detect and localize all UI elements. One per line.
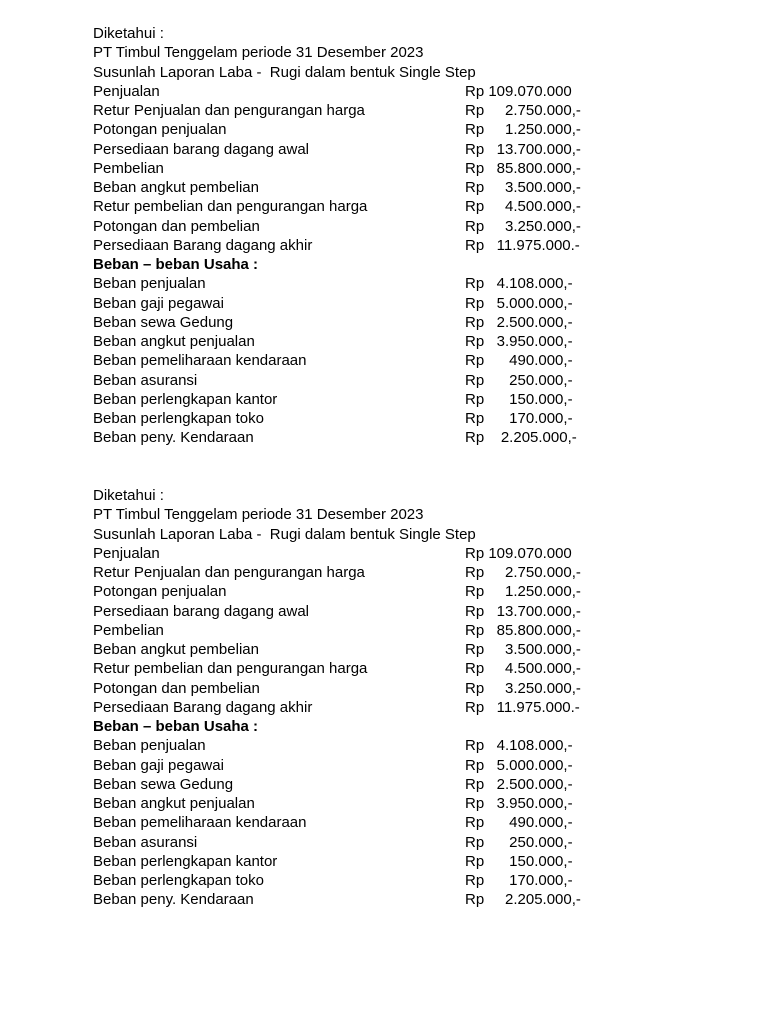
row-label: Beban peny. Kendaraan: [93, 429, 254, 447]
row-label: Beban penjualan: [93, 275, 206, 293]
row-amount: Rp 85.800.000,-: [465, 621, 581, 639]
statement-row: [93, 428, 613, 447]
row-label: Pembelian: [93, 621, 164, 639]
row-amount: Rp 4.108.000,-: [465, 737, 573, 755]
section-heading: [93, 717, 613, 736]
row-amount: Rp 1.250.000,-: [465, 583, 581, 601]
row-amount: Rp 1.250.000,-: [465, 121, 581, 139]
row-amount: Rp 2.500.000,-: [465, 775, 573, 793]
statement-row: [93, 120, 613, 139]
statement-row: [93, 871, 613, 890]
row-label: Beban penjualan: [93, 737, 206, 755]
row-label: Retur Penjualan dan pengurangan harga: [93, 102, 365, 119]
statement-row: [93, 236, 613, 255]
statement-row: [93, 82, 613, 101]
heading-line: [93, 505, 613, 524]
row-label: Beban gaji pegawai: [93, 756, 224, 774]
row-label: Susunlah Laporan Laba - Rugi dalam bentuk Single Step: [93, 63, 476, 81]
row-amount: Rp 490.000,-: [465, 814, 573, 832]
row-amount: Rp 85.800.000,-: [465, 159, 581, 177]
statement-row: [93, 602, 613, 621]
row-amount: Rp 3.250.000,-: [465, 679, 581, 697]
row-amount: Rp 2.205.000,-: [465, 891, 581, 909]
statement-row: [93, 563, 613, 582]
statement-row: [93, 698, 613, 717]
row-amount: Rp 11.975.000.-: [465, 236, 580, 254]
heading-line: [93, 525, 613, 544]
row-amount: Rp 2.750.000,-: [465, 102, 581, 119]
row-amount: Rp 150.000,-: [465, 852, 573, 870]
heading-line: [93, 43, 613, 62]
statement-row: [93, 640, 613, 659]
row-label: Beban peny. Kendaraan: [93, 891, 254, 909]
row-label: Persediaan barang dagang awal: [93, 140, 309, 158]
row-label: Persediaan Barang dagang akhir: [93, 698, 313, 716]
row-label: Beban perlengkapan toko: [93, 410, 264, 427]
row-amount: Rp 3.500.000,-: [465, 179, 581, 196]
statement-row: [93, 217, 613, 236]
statement-row: [93, 833, 613, 852]
row-label: PT Timbul Tenggelam periode 31 Desember 2023: [93, 506, 424, 524]
statement-row: [93, 294, 613, 313]
row-amount: Rp 3.250.000,-: [465, 217, 581, 235]
statement-row: [93, 178, 613, 197]
heading-line: [93, 486, 613, 505]
row-amount: Rp 5.000.000,-: [465, 756, 573, 774]
row-label: Potongan penjualan: [93, 583, 227, 601]
row-amount: Rp 2.205.000,-: [465, 429, 577, 447]
row-label: Beban perlengkapan kantor: [93, 390, 278, 408]
row-label: Potongan dan pembelian: [93, 679, 260, 697]
row-amount: Rp 5.000.000,-: [465, 294, 573, 312]
statement-row: [93, 582, 613, 601]
statement-row: [93, 756, 613, 775]
statement-row: [93, 351, 613, 370]
heading-line: [93, 24, 613, 43]
row-amount: Rp 11.975.000.-: [465, 698, 580, 716]
statement-row: [93, 890, 613, 909]
row-label: Beban pemeliharaan kendaraan: [93, 352, 307, 370]
section-heading: [93, 255, 613, 274]
heading-line: [93, 63, 613, 82]
statement-row: [93, 371, 613, 390]
row-amount: Rp 3.950.000,-: [465, 795, 573, 812]
row-amount: Rp 3.500.000,-: [465, 641, 581, 658]
row-amount: Rp 109.070.000: [465, 82, 572, 100]
row-label: Beban sewa Gedung: [93, 775, 234, 793]
row-label: Diketahui :: [93, 25, 164, 42]
statement-row: [93, 332, 613, 351]
statement-row: [93, 274, 613, 293]
row-label: Pembelian: [93, 159, 164, 177]
row-label: Beban asuransi: [93, 833, 198, 851]
row-amount: Rp 150.000,-: [465, 390, 573, 408]
row-amount: Rp 2.500.000,-: [465, 313, 573, 331]
statement-row: [93, 140, 613, 159]
row-label: Beban – beban Usaha :: [93, 718, 259, 735]
statement-row: [93, 159, 613, 178]
row-amount: Rp 250.000,-: [465, 371, 573, 389]
statement-row: [93, 736, 613, 755]
row-label: Persediaan barang dagang awal: [93, 602, 309, 620]
statement-row: [93, 101, 613, 120]
row-label: Beban perlengkapan kantor: [93, 852, 278, 870]
row-label: Beban – beban Usaha :: [93, 256, 259, 273]
row-label: Beban angkut penjualan: [93, 795, 255, 812]
row-amount: Rp 13.700.000,-: [465, 602, 581, 620]
statement-row: [93, 852, 613, 871]
row-label: Persediaan Barang dagang akhir: [93, 236, 313, 254]
statement-row: [93, 409, 613, 428]
statement-row: [93, 659, 613, 678]
statement-row: [93, 390, 613, 409]
row-label: Beban asuransi: [93, 371, 198, 389]
row-label: Beban angkut penjualan: [93, 333, 255, 350]
row-amount: Rp 4.500.000,-: [465, 660, 581, 678]
row-label: Retur pembelian dan pengurangan harga: [93, 660, 368, 678]
row-label: Beban gaji pegawai: [93, 294, 224, 312]
statement-row: [93, 813, 613, 832]
statement-row: [93, 775, 613, 794]
statement-row: [93, 621, 613, 640]
row-label: Penjualan: [93, 544, 160, 562]
row-amount: Rp 13.700.000,-: [465, 140, 581, 158]
row-label: Potongan dan pembelian: [93, 217, 260, 235]
row-amount: Rp 2.750.000,-: [465, 564, 581, 581]
statement-row: [93, 794, 613, 813]
statement-row: [93, 197, 613, 216]
row-label: PT Timbul Tenggelam periode 31 Desember 2023: [93, 44, 424, 62]
row-amount: Rp 4.500.000,-: [465, 198, 581, 216]
statement-row: [93, 313, 613, 332]
statement-block-1: [93, 24, 613, 448]
row-label: Beban perlengkapan toko: [93, 872, 264, 889]
row-amount: Rp 170.000,-: [465, 872, 573, 889]
row-label: Potongan penjualan: [93, 121, 227, 139]
row-label: Beban angkut pembelian: [93, 179, 259, 196]
row-label: Susunlah Laporan Laba - Rugi dalam bentuk Single Step: [93, 525, 476, 543]
row-amount: Rp 490.000,-: [465, 352, 573, 370]
row-label: Retur pembelian dan pengurangan harga: [93, 198, 368, 216]
row-amount: Rp 170.000,-: [465, 410, 573, 427]
row-label: Beban sewa Gedung: [93, 313, 234, 331]
row-amount: Rp 109.070.000: [465, 544, 572, 562]
row-amount: Rp 250.000,-: [465, 833, 573, 851]
statement-row: [93, 679, 613, 698]
row-amount: Rp 3.950.000,-: [465, 333, 573, 350]
row-label: Penjualan: [93, 82, 160, 100]
row-label: Beban pemeliharaan kendaraan: [93, 814, 307, 832]
row-label: Beban angkut pembelian: [93, 641, 259, 658]
statement-row: [93, 544, 613, 563]
statement-block-2: [93, 486, 613, 910]
row-label: Diketahui :: [93, 487, 164, 504]
row-label: Retur Penjualan dan pengurangan harga: [93, 564, 365, 581]
row-amount: Rp 4.108.000,-: [465, 275, 573, 293]
